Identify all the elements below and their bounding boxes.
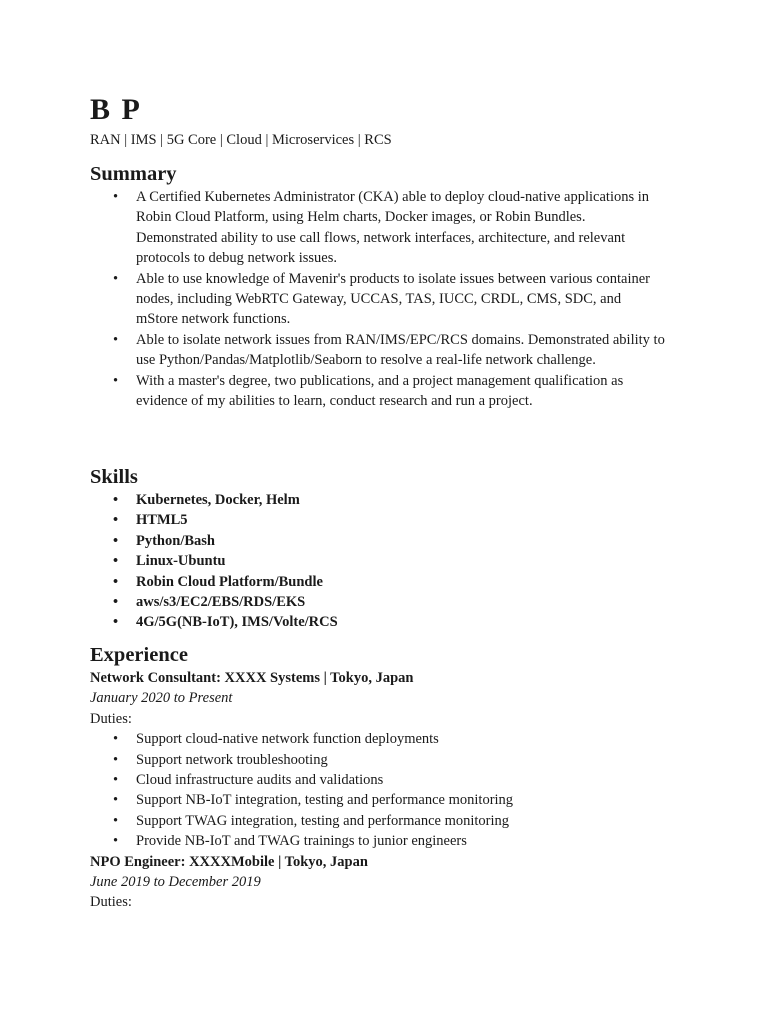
- job-entry: [90, 852, 680, 913]
- skills-heading: Skills: [90, 466, 138, 488]
- skill-item: • aws/s3/EC2/EBS/RDS/EKS: [90, 592, 680, 612]
- candidate-name: B P: [90, 93, 142, 126]
- duty-item: • Support TWAG integration, testing and performance monitoring: [90, 811, 680, 831]
- summary-heading: Summary: [90, 163, 177, 185]
- duty-item: • Support cloud-native network function deployments: [90, 729, 680, 749]
- skills-list: [90, 490, 680, 633]
- job-duties-label: Duties:: [90, 894, 132, 911]
- skill-item: • Linux-Ubuntu: [90, 551, 680, 571]
- summary-item: • Able to use knowledge of Mavenir's products to isolate issues between various container nodes, including WebRTC Gateway, UCCAS, TAS, IUCC, CRDL, CMS, SDC, and mStore network functions.: [90, 269, 666, 330]
- skill-item: • Robin Cloud Platform/Bundle: [90, 572, 680, 592]
- duty-item: • Cloud infrastructure audits and validations: [90, 770, 680, 790]
- skill-item: • 4G/5G(NB-IoT), IMS/Volte/RCS: [90, 612, 680, 632]
- candidate-tagline: RAN | IMS | 5G Core | Cloud | Microservices | RCS: [90, 132, 392, 148]
- experience-section: [90, 642, 680, 913]
- experience-heading: Experience: [90, 644, 188, 666]
- skill-item: • HTML5: [90, 510, 680, 530]
- skill-item: • Python/Bash: [90, 531, 680, 551]
- duty-item: • Support network troubleshooting: [90, 750, 680, 770]
- job-title: NPO Engineer: XXXXMobile | Tokyo, Japan: [90, 853, 368, 870]
- job-duties-list: [90, 729, 680, 851]
- job-title: Network Consultant: XXXX Systems | Tokyo, Japan: [90, 670, 414, 686]
- summary-item: • A Certified Kubernetes Administrator (CKA) able to deploy cloud-native applications in Robin Cloud Platform, using Helm charts, Docker images, or Robin Bundles. Demonstrated ability to use call flows, network interfaces, architecture, and relevant protocols to debug network issues.: [90, 187, 666, 269]
- summary-list: [90, 187, 680, 411]
- job-dates: June 2019 to December 2019: [90, 874, 261, 891]
- skill-item: • Kubernetes, Docker, Helm: [90, 490, 680, 510]
- job-dates: January 2020 to Present: [90, 690, 233, 707]
- duty-item: • Support NB-IoT integration, testing and performance monitoring: [90, 790, 680, 810]
- job-entry: [90, 668, 680, 852]
- summary-item: • Able to isolate network issues from RAN/IMS/EPC/RCS domains. Demonstrated ability to use Python/Pandas/Matplotlib/Seaborn to resolve a real-life network challenge.: [90, 330, 666, 371]
- job-duties-label: Duties:: [90, 710, 132, 727]
- skills-section: [90, 464, 680, 633]
- duty-item: • Provide NB-IoT and TWAG trainings to junior engineers: [90, 831, 680, 851]
- summary-section: [90, 161, 680, 411]
- summary-item: • With a master's degree, two publications, and a project management qualification as evidence of my abilities to learn, conduct research and run a project.: [90, 371, 666, 412]
